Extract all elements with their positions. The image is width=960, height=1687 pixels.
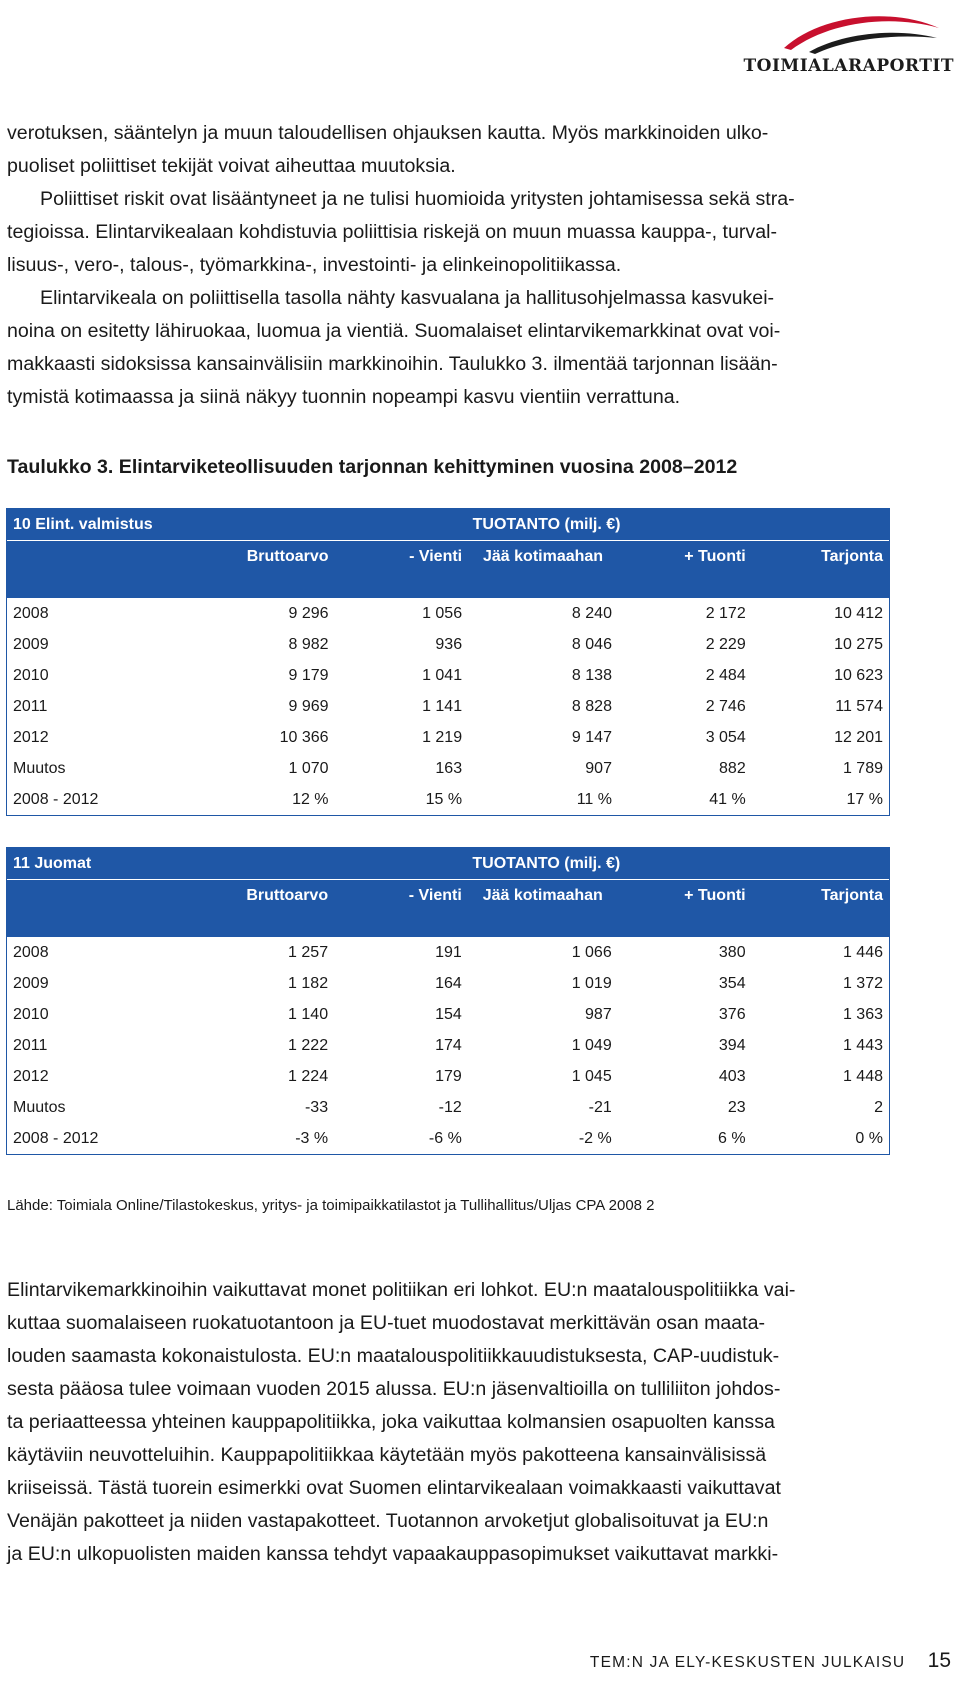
text-line: puoliset poliittiset tekijät voivat aiheuttaa muutoksia. [7, 155, 456, 177]
logo-text: TOIMIALARAPORTIT [743, 56, 954, 76]
cell: 10 412 [834, 604, 883, 622]
cell: 1 224 [288, 1067, 329, 1085]
table-food-manufacturing [6, 508, 890, 816]
source-note: Lähde: Toimiala Online/Tilastokeskus, yritys- ja toimipaikkatilastot ja Tullihallitus/Uljas CPA 2008 2 [7, 1197, 655, 1214]
column-header: Bruttoarvo [204, 880, 334, 938]
text-line: käytäviin neuvotteluihin. Kauppapolitiikkaa käytetään myös pakotteena kansainvälisissä [7, 1444, 767, 1466]
cell: 12 % [292, 790, 329, 808]
cell: -2 % [578, 1129, 612, 1147]
text-line: noina on esitetty lähiruokaa, luomua ja vientiä. Suomalaiset elintarvikemarkkinat ovat voi- [7, 320, 781, 342]
text-line: makkaasti sidoksissa kansainvälisiin markkinoihin. Taulukko 3. ilmentää tarjonnan lisään- [7, 353, 778, 375]
cell: 0 % [855, 1129, 883, 1147]
column-header: Tarjonta [752, 880, 889, 938]
cell: 1 182 [288, 974, 329, 992]
cell: 163 [435, 759, 463, 777]
text-line: Venäjän pakotteet ja niiden vastapakotteet. Tuotannon arvoketjut globalisoituvat ja EU:n [7, 1510, 769, 1532]
cell: 2 484 [705, 666, 746, 684]
page-footer [590, 1649, 951, 1673]
column-header: Bruttoarvo [204, 541, 334, 599]
cell: 41 % [709, 790, 746, 808]
column-header: - Vienti [335, 541, 469, 599]
table-row [7, 629, 889, 660]
row-label: Muutos [13, 759, 66, 777]
table-row [7, 722, 889, 753]
cell: 1 443 [842, 1036, 883, 1054]
table-row [7, 968, 889, 999]
row-label: 2008 - 2012 [13, 790, 99, 808]
cell: 174 [435, 1036, 462, 1054]
cell: 9 147 [571, 728, 612, 746]
cell: 191 [435, 943, 462, 961]
cell: 376 [718, 1005, 746, 1023]
cell: 3 054 [705, 728, 746, 746]
column-header: + Tuonti [618, 880, 752, 938]
cell: -33 [304, 1098, 329, 1116]
table-row [7, 753, 889, 784]
row-label: 2008 [13, 943, 49, 961]
cell: 1 219 [422, 728, 463, 746]
cell: 1 049 [571, 1036, 612, 1054]
cell: 1 019 [571, 974, 612, 992]
column-header: Tarjonta [752, 541, 889, 599]
table-row [7, 1030, 889, 1061]
cell: 9 296 [288, 604, 329, 622]
intro-paragraph [7, 117, 887, 414]
row-label: 2008 - 2012 [13, 1129, 99, 1147]
cell: -21 [588, 1098, 612, 1116]
cell: 936 [435, 635, 463, 653]
cell: 23 [727, 1098, 746, 1116]
cell: 907 [585, 759, 612, 777]
publication-name: TEM:N JA ELY-KESKUSTEN JULKAISU [589, 1654, 906, 1671]
cell: 1 448 [842, 1067, 883, 1085]
column-header-row [7, 541, 889, 599]
cell: 1 140 [288, 1005, 329, 1023]
page-number: 15 [927, 1649, 951, 1672]
row-label: 2010 [13, 666, 49, 684]
text-line: ja EU:n ulkopuolisten maiden kanssa tehdyt vapaakauppasopimukset vaikuttavat markki- [7, 1543, 779, 1565]
cell: 1 066 [571, 943, 612, 961]
cell: 2 [874, 1098, 883, 1116]
text-line: sesta pääosa tulee voimaan vuoden 2015 alussa. EU:n jäsenvaltioilla on tulliliiton johdos- [7, 1378, 781, 1400]
cell: 2 172 [705, 604, 746, 622]
table-row [7, 784, 889, 815]
cell: 8 982 [288, 635, 329, 653]
cell: 1 372 [842, 974, 883, 992]
row-label: 2012 [13, 728, 49, 746]
text-line: tymistä kotimaassa ja siinä näkyy tuonnin nopeampi kasvu vientiin verrattuna. [7, 386, 681, 408]
cell: 164 [435, 974, 462, 992]
row-label: 2012 [13, 1067, 49, 1085]
logo-swoosh-icon [779, 8, 944, 56]
cell: 12 201 [834, 728, 883, 746]
cell: 1 789 [842, 759, 883, 777]
column-header: Jää kotimaahan [468, 880, 618, 938]
cell: 8 046 [571, 635, 612, 653]
sector-label: 10 Elint. valmistus [7, 509, 204, 541]
table-header-row [7, 848, 889, 880]
cell: 1 363 [842, 1005, 883, 1023]
row-label: 2011 [13, 1036, 48, 1054]
cell: 8 240 [571, 604, 612, 622]
cell: -12 [438, 1098, 462, 1116]
cell: 403 [718, 1067, 746, 1085]
cell: 1 056 [422, 604, 463, 622]
table-row [7, 937, 889, 968]
table-caption: Taulukko 3. Elintarviketeollisuuden tarjonnan kehittyminen vuosina 2008–2012 [7, 456, 738, 478]
text-line: verotuksen, sääntelyn ja muun taloudellisen ohjauksen kautta. Myös markkinoiden ulko- [7, 122, 769, 144]
cell: 10 623 [834, 666, 883, 684]
empty-header-cell [7, 880, 204, 938]
text-line: lisuus-, vero-, talous-, työmarkkina-, investointi- ja elinkeinopolitiikassa. [7, 254, 622, 276]
table-row [7, 660, 889, 691]
table-row [7, 691, 889, 722]
row-label: 2011 [13, 697, 48, 715]
cell: 8 138 [571, 666, 612, 684]
toimialaraportit-logo [743, 8, 954, 76]
cell: 2 746 [705, 697, 746, 715]
row-label: 2008 [13, 604, 49, 622]
cell: 882 [719, 759, 746, 777]
column-header-row [7, 880, 889, 938]
cell: 179 [435, 1067, 462, 1085]
cell: 380 [718, 943, 746, 961]
cell: 1 446 [842, 943, 883, 961]
cell: 1 222 [288, 1036, 329, 1054]
cell: 1 045 [571, 1067, 612, 1085]
table-row [7, 1092, 889, 1123]
row-label: 2009 [13, 974, 49, 992]
text-line: Elintarvikemarkkinoihin vaikuttavat monet politiikan eri lohkot. EU:n maatalouspolitiikka vai- [7, 1279, 796, 1301]
cell: 10 275 [834, 635, 883, 653]
cell: 154 [435, 1005, 462, 1023]
column-header: + Tuonti [618, 541, 752, 599]
cell: 987 [585, 1005, 612, 1023]
cell: 6 % [718, 1129, 746, 1147]
text-line: louden saamasta kokonaistulosta. EU:n maatalouspolitiikkauudistuksesta, CAP-uudistuk- [7, 1345, 780, 1367]
text-line: ta periaatteessa yhteinen kauppapolitiikka, joka vaikuttaa kolmansien osapuolten kanssa [7, 1411, 775, 1433]
row-label: 2010 [13, 1005, 49, 1023]
text-line: tegioissa. Elintarvikealaan kohdistuvia poliittisia riskejä on muun muassa kauppa-, turval- [7, 221, 777, 243]
table-beverages [6, 847, 890, 1155]
cell: 9 179 [288, 666, 329, 684]
cell: -3 % [295, 1129, 329, 1147]
cell: 17 % [846, 790, 883, 808]
text-line: kuttaa suomalaiseen ruokatuotantoon ja EU-tuet muodostavat merkittävän osan maata- [7, 1312, 766, 1334]
row-label: 2009 [13, 635, 49, 653]
cell: 2 229 [705, 635, 746, 653]
sector-label: 11 Juomat [7, 848, 204, 880]
table-row [7, 1061, 889, 1092]
table-row [7, 999, 889, 1030]
empty-header-cell [7, 541, 204, 599]
cell: 9 969 [288, 697, 329, 715]
cell: 11 % [576, 790, 612, 808]
cell: 10 366 [279, 728, 329, 746]
cell: 11 574 [835, 697, 883, 715]
closing-paragraph [7, 1274, 887, 1571]
cell: 1 041 [422, 666, 463, 684]
text-line: kriiseissä. Tästä tuorein esimerkki ovat Suomen elintarvikealaan voimakkaasti vaikuttavat [7, 1477, 781, 1499]
text-line: Poliittiset riskit ovat lisääntyneet ja ne tulisi huomioida yritysten johtamisessa sekä stra- [40, 188, 795, 210]
cell: 354 [718, 974, 746, 992]
table-header-row [7, 509, 889, 541]
column-header: - Vienti [334, 880, 468, 938]
cell: 1 070 [288, 759, 329, 777]
cell: 1 141 [422, 697, 463, 715]
cell: 8 828 [571, 697, 612, 715]
table-row [7, 1123, 889, 1154]
unit-header: TUOTANTO (milj. €) [204, 848, 889, 880]
column-header: Jää kotimaahan [468, 541, 618, 599]
table-row [7, 598, 889, 629]
cell: 15 % [425, 790, 463, 808]
row-label: Muutos [13, 1098, 66, 1116]
cell: 394 [718, 1036, 746, 1054]
cell: 1 257 [288, 943, 329, 961]
text-line: Elintarvikeala on poliittisella tasolla nähty kasvualana ja hallitusohjelmassa kasvukei- [40, 287, 775, 309]
unit-header: TUOTANTO (milj. €) [204, 509, 889, 541]
cell: -6 % [428, 1129, 462, 1147]
